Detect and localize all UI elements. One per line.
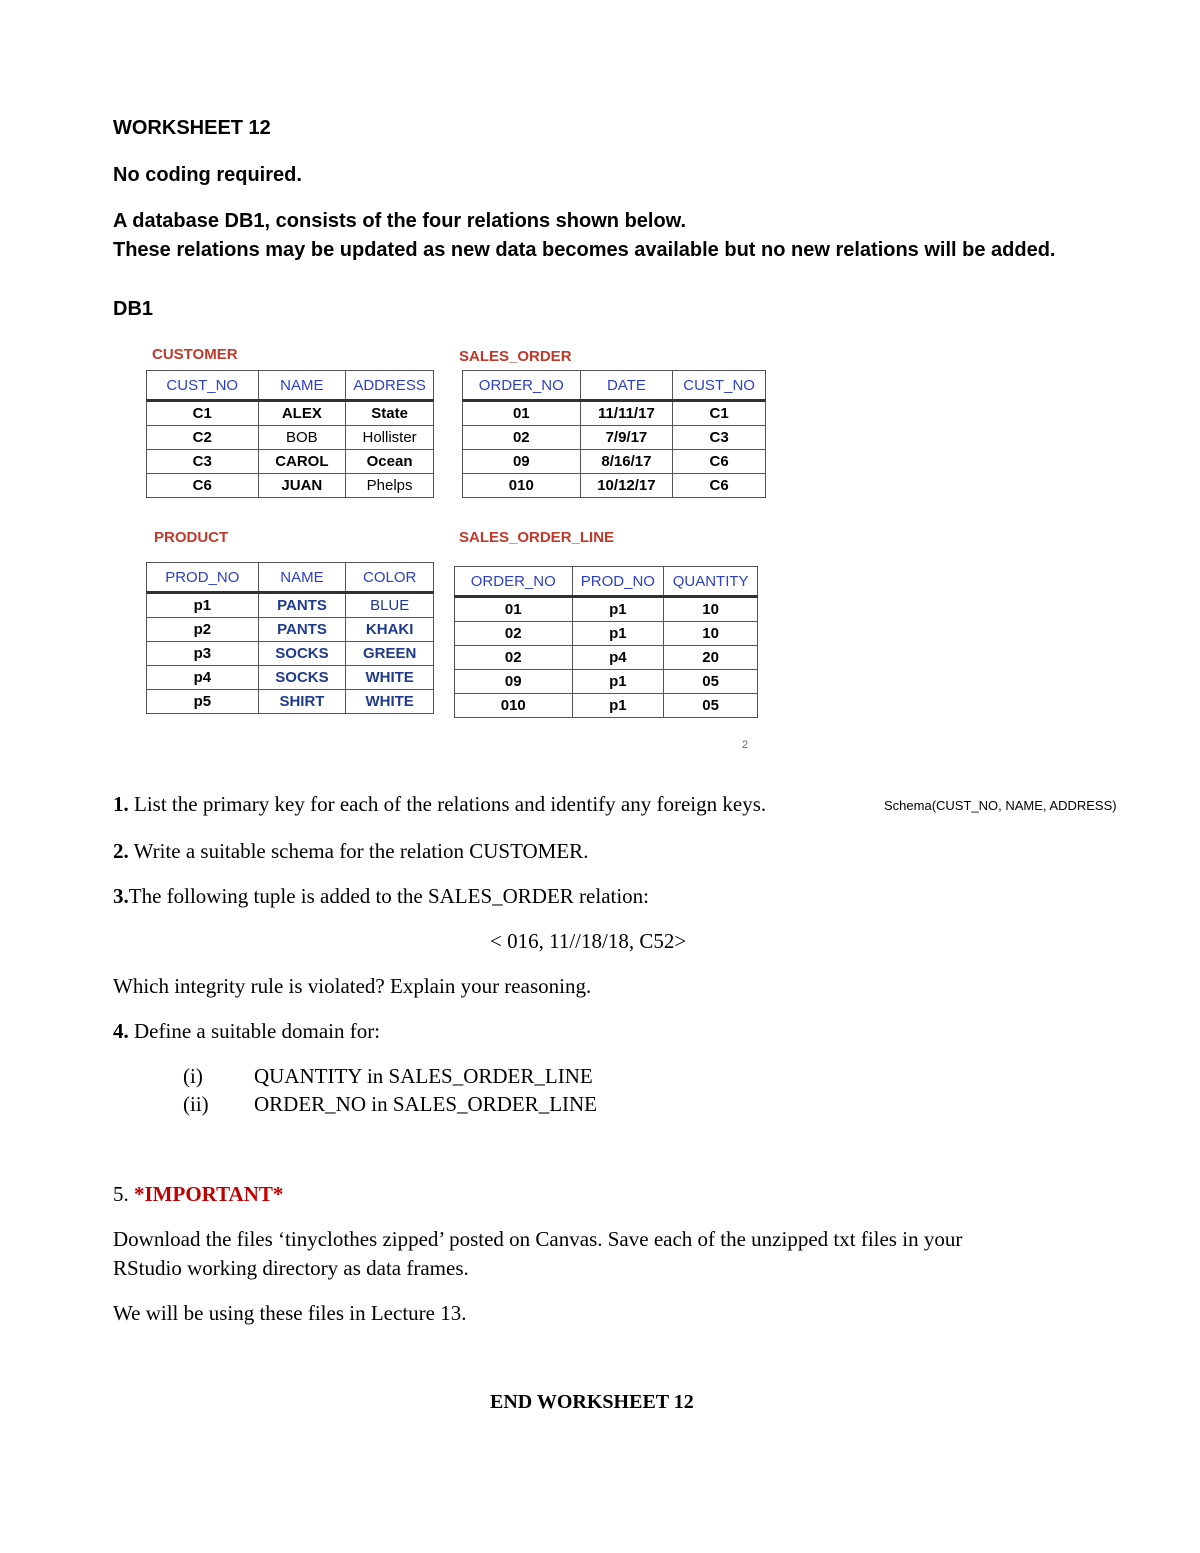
column-header: ADDRESS [346, 371, 434, 401]
column-header: CUST_NO [673, 371, 766, 401]
table-row [147, 426, 434, 450]
table-row [455, 622, 758, 646]
table-row [147, 618, 434, 642]
column-header: ORDER_NO [463, 371, 581, 401]
end-worksheet: END WORKSHEET 12 [490, 1391, 694, 1413]
table-row [455, 694, 758, 718]
question-number: 1. [113, 792, 129, 816]
intro-line-2: These relations may be updated as new data becomes available but no new relations will be added. [113, 239, 1056, 261]
table-cell: p1 [572, 694, 664, 718]
table-cell: Phelps [346, 474, 434, 498]
table-cell: 010 [455, 694, 573, 718]
table-cell: 05 [664, 670, 758, 694]
table-cell: p1 [572, 622, 664, 646]
table-cell: C2 [147, 426, 259, 450]
table-cell: SHIRT [258, 690, 346, 714]
column-header: QUANTITY [664, 567, 758, 597]
table-cell: 010 [463, 474, 581, 498]
table-cell: p4 [147, 666, 259, 690]
table-cell: p3 [147, 642, 259, 666]
question-5-line-2: RStudio working directory as data frames. [113, 1256, 469, 1280]
sales-order-line-table [454, 566, 758, 718]
table-cell: PANTS [258, 618, 346, 642]
table-header-row [147, 563, 434, 593]
sales-order-table-label: SALES_ORDER [459, 348, 572, 365]
question-number: 5. [113, 1182, 134, 1206]
table-cell: 02 [463, 426, 581, 450]
column-header: NAME [258, 371, 346, 401]
question-1 [113, 792, 766, 817]
question-text: Write a suitable schema for the relation CUSTOMER. [128, 839, 589, 863]
question-text: List the primary key for each of the relations and identify any foreign keys. [128, 792, 767, 816]
table-header-row [463, 371, 766, 401]
table-cell: ALEX [258, 401, 346, 426]
table-cell: 10 [664, 622, 758, 646]
column-header: CUST_NO [147, 371, 259, 401]
table-cell: C6 [147, 474, 259, 498]
table-row [147, 642, 434, 666]
table-row [455, 597, 758, 622]
table-cell: WHITE [346, 690, 434, 714]
domain-item-label: (i) [183, 1064, 203, 1088]
table-cell: p1 [572, 670, 664, 694]
table-header-row [455, 567, 758, 597]
table-row [455, 670, 758, 694]
tuple-text: < 016, 11//18/18, C52> [490, 929, 687, 953]
table-cell: p4 [572, 646, 664, 670]
question-2 [113, 839, 588, 864]
question-4 [113, 1019, 380, 1044]
table-cell: 09 [463, 450, 581, 474]
table-cell: 01 [455, 597, 573, 622]
table-cell: C3 [673, 426, 766, 450]
column-header: COLOR [346, 563, 434, 593]
table-row [455, 646, 758, 670]
customer-table [146, 370, 434, 498]
table-cell: 05 [664, 694, 758, 718]
slide-number: 2 [742, 739, 749, 751]
question-number: 4. [113, 1019, 129, 1043]
customer-table-label: CUSTOMER [152, 346, 238, 363]
important-label: *IMPORTANT* [134, 1182, 284, 1206]
table-cell: 09 [455, 670, 573, 694]
table-cell: C6 [673, 474, 766, 498]
column-header: DATE [580, 371, 673, 401]
table-row [463, 474, 766, 498]
table-cell: C3 [147, 450, 259, 474]
question-number: 2. [113, 839, 129, 863]
no-coding-note: No coding required. [113, 164, 302, 186]
table-cell: 01 [463, 401, 581, 426]
table-cell: 8/16/17 [580, 450, 673, 474]
table-cell: PANTS [258, 593, 346, 618]
column-header: PROD_NO [147, 563, 259, 593]
schema-side-note: Schema(CUST_NO, NAME, ADDRESS) [884, 798, 1117, 813]
sales-order-table [462, 370, 766, 498]
table-cell: 10/12/17 [580, 474, 673, 498]
table-cell: C1 [673, 401, 766, 426]
question-number: 3. [113, 884, 129, 908]
table-header-row [147, 371, 434, 401]
table-cell: CAROL [258, 450, 346, 474]
sales-order-line-table-label: SALES_ORDER_LINE [459, 529, 615, 546]
table-cell: WHITE [346, 666, 434, 690]
table-cell: State [346, 401, 434, 426]
question-5 [113, 1182, 283, 1207]
table-row [147, 690, 434, 714]
table-cell: 11/11/17 [580, 401, 673, 426]
worksheet-title: WORKSHEET 12 [113, 117, 271, 139]
table-row [463, 426, 766, 450]
db-label: DB1 [113, 298, 154, 320]
table-cell: 7/9/17 [580, 426, 673, 450]
table-cell: BLUE [346, 593, 434, 618]
table-cell: p2 [147, 618, 259, 642]
table-row [147, 450, 434, 474]
table-cell: SOCKS [258, 666, 346, 690]
table-cell: p1 [147, 593, 259, 618]
table-cell: 02 [455, 646, 573, 670]
product-table-label: PRODUCT [154, 529, 229, 546]
table-cell: Hollister [346, 426, 434, 450]
table-row [147, 666, 434, 690]
question-3 [113, 884, 649, 909]
table-cell: JUAN [258, 474, 346, 498]
table-cell: C6 [673, 450, 766, 474]
table-cell: p5 [147, 690, 259, 714]
question-3-followup: Which integrity rule is violated? Explain your reasoning. [113, 974, 592, 998]
intro-line-1: A database DB1, consists of the four relations shown below. [113, 210, 687, 232]
table-cell: 02 [455, 622, 573, 646]
table-row [147, 593, 434, 618]
table-cell: SOCKS [258, 642, 346, 666]
question-5-line-3: We will be using these files in Lecture 13. [113, 1301, 467, 1325]
question-text: Define a suitable domain for: [128, 1019, 381, 1043]
column-header: PROD_NO [572, 567, 664, 597]
table-row [463, 401, 766, 426]
domain-item-text: ORDER_NO in SALES_ORDER_LINE [254, 1092, 598, 1116]
table-row [147, 474, 434, 498]
table-cell: GREEN [346, 642, 434, 666]
table-cell: C1 [147, 401, 259, 426]
column-header: NAME [258, 563, 346, 593]
question-text: The following tuple is added to the SALES_ORDER relation: [128, 884, 650, 908]
domain-item-label: (ii) [183, 1092, 209, 1116]
table-cell: p1 [572, 597, 664, 622]
table-cell: KHAKI [346, 618, 434, 642]
product-table [146, 562, 434, 714]
table-row [463, 450, 766, 474]
column-header: ORDER_NO [455, 567, 573, 597]
table-cell: 20 [664, 646, 758, 670]
table-row [147, 401, 434, 426]
question-5-line-1: Download the files ‘tinyclothes zipped’ posted on Canvas. Save each of the unzipped txt files in your [113, 1227, 963, 1251]
table-cell: Ocean [346, 450, 434, 474]
domain-item-text: QUANTITY in SALES_ORDER_LINE [254, 1064, 593, 1088]
table-cell: 10 [664, 597, 758, 622]
table-cell: BOB [258, 426, 346, 450]
